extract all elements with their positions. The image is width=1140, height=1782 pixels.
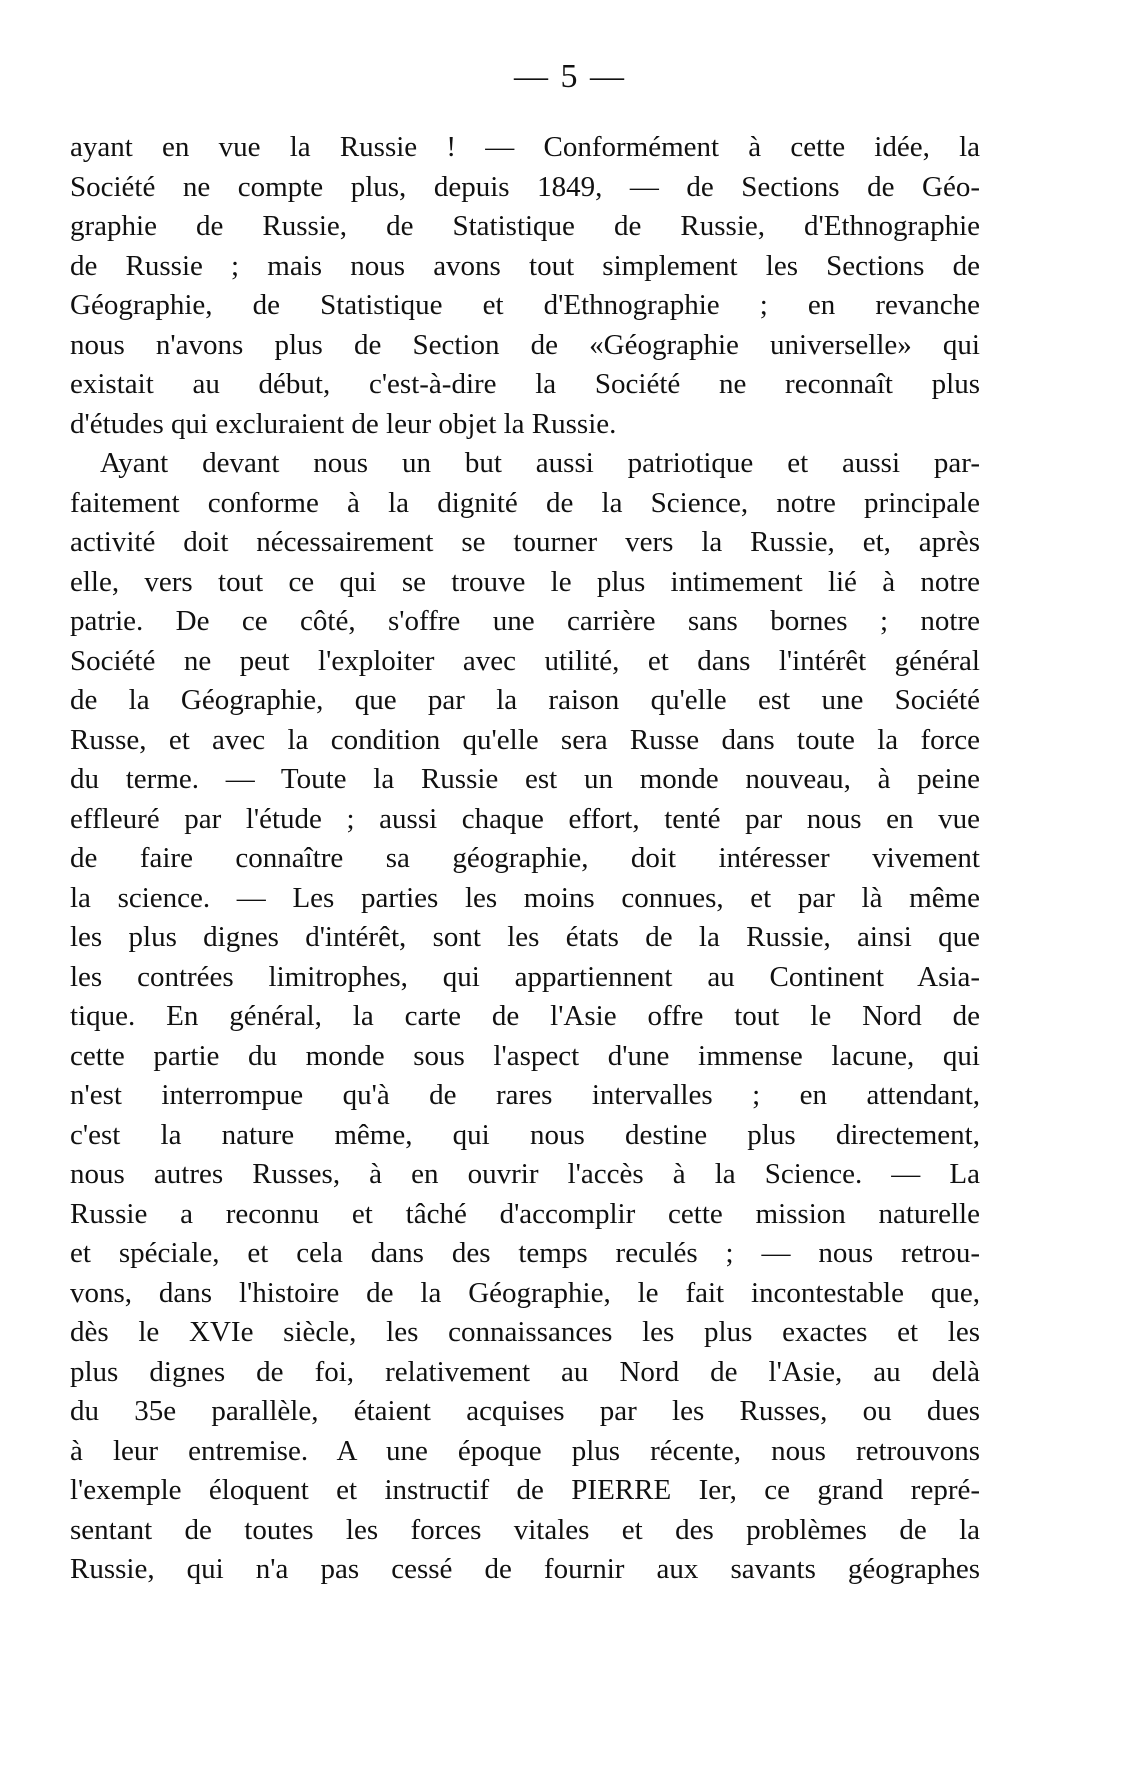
- page-number: — 5 —: [514, 58, 626, 95]
- text-line: elle, vers tout ce qui se trouve le plus intimement lié à notre: [70, 565, 980, 598]
- paragraph: [70, 444, 980, 1590]
- text-line: plus dignes de foi, relativement au Nord de l'Asie, au delà: [70, 1355, 980, 1388]
- text-line: sentant de toutes les forces vitales et des problèmes de la: [70, 1513, 980, 1546]
- text-line: la science. — Les parties les moins connues, et par là même: [70, 881, 980, 914]
- text-line: nous n'avons plus de Section de «Géographie universelle» qui: [70, 328, 980, 361]
- text-line: existait au début, c'est-à-dire la Société ne reconnaît plus: [70, 368, 980, 400]
- text-line: et spéciale, et cela dans des temps reculés ; — nous retrou-: [70, 1237, 980, 1269]
- text-line: de Russie ; mais nous avons tout simplement les Sections de: [70, 249, 980, 282]
- text-line: Géographie, de Statistique et d'Ethnographie ; en revanche: [70, 289, 980, 321]
- text-line: Russe, et avec la condition qu'elle sera Russe dans toute la force: [70, 723, 980, 756]
- text-line: d'études qui excluraient de leur objet la Russie.: [70, 407, 617, 440]
- text-line: les plus dignes d'intérêt, sont les états de la Russie, ainsi que: [70, 921, 980, 953]
- text-line: Ayant devant nous un but aussi patriotique et aussi par-: [100, 447, 980, 479]
- text-line: faitement conforme à la dignité de la Science, notre principale: [70, 486, 980, 519]
- text-line: nous autres Russes, à en ouvrir l'accès à la Science. — La: [70, 1158, 980, 1190]
- text-line: Russie, qui n'a pas cessé de fournir aux savants géographes: [70, 1553, 980, 1585]
- text-line: à leur entremise. A une époque plus récente, nous retrouvons: [70, 1434, 980, 1467]
- text-line: Société ne compte plus, depuis 1849, — de Sections de Géo-: [70, 170, 980, 203]
- text-line: Société ne peut l'exploiter avec utilité, et dans l'intérêt général: [70, 644, 980, 677]
- text-line: les contrées limitrophes, qui appartiennent au Continent Asia-: [70, 960, 980, 993]
- text-line: vons, dans l'histoire de la Géographie, le fait incontestable que,: [70, 1276, 980, 1309]
- text-line: c'est la nature même, qui nous destine plus directement,: [70, 1118, 980, 1151]
- text-line: de la Géographie, que par la raison qu'elle est une Société: [70, 684, 980, 716]
- text-line: du 35e parallèle, étaient acquises par les Russes, ou dues: [70, 1395, 980, 1427]
- text-line: graphie de Russie, de Statistique de Russie, d'Ethnographie: [70, 210, 980, 242]
- text-line: de faire connaître sa géographie, doit intéresser vivement: [70, 842, 980, 874]
- paragraph: [70, 128, 980, 444]
- body-text: [70, 128, 980, 1590]
- text-line: tique. En général, la carte de l'Asie offre tout le Nord de: [70, 1000, 980, 1032]
- text-line: effleuré par l'étude ; aussi chaque effort, tenté par nous en vue: [70, 802, 980, 835]
- text-line: Russie a reconnu et tâché d'accomplir cette mission naturelle: [70, 1197, 980, 1230]
- text-line: ayant en vue la Russie ! — Conformément à cette idée, la: [70, 131, 980, 163]
- text-line: l'exemple éloquent et instructif de PIERRE Ier, ce grand repré-: [70, 1474, 980, 1506]
- text-line: activité doit nécessairement se tourner vers la Russie, et, après: [70, 526, 980, 558]
- text-line: du terme. — Toute la Russie est un monde nouveau, à peine: [70, 763, 980, 795]
- text-line: n'est interrompue qu'à de rares intervalles ; en attendant,: [70, 1079, 980, 1111]
- text-line: patrie. De ce côté, s'offre une carrière sans bornes ; notre: [70, 605, 980, 637]
- text-line: cette partie du monde sous l'aspect d'une immense lacune, qui: [70, 1039, 980, 1072]
- text-line: dès le XVIe siècle, les connaissances les plus exactes et les: [70, 1316, 980, 1348]
